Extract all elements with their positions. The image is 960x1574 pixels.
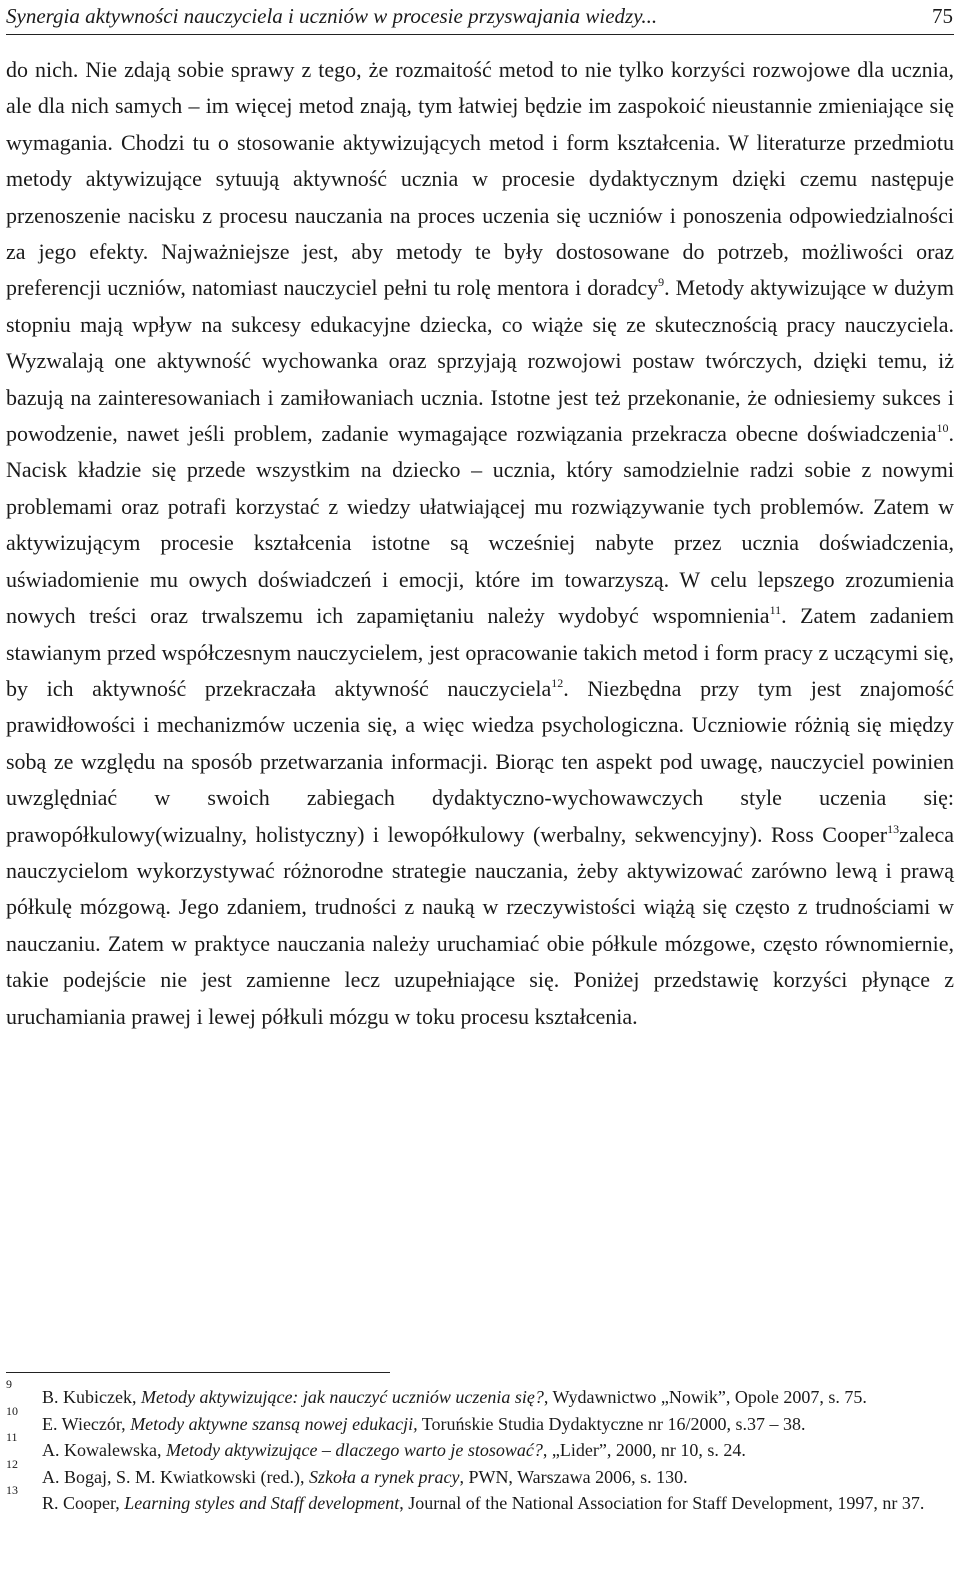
footnote-11	[6, 1430, 954, 1464]
footnote-author: R. Cooper,	[42, 1493, 125, 1513]
footnote-details: , Wydawnictwo „Nowik”, Opole 2007, s. 75.	[543, 1387, 867, 1407]
footnotes	[6, 1377, 954, 1517]
footnote-number: 11	[6, 1430, 18, 1444]
footnote-ref-10: 10	[936, 421, 949, 436]
body-text-segment: . Niezbędna przy tym jest znajomość prawidłowości i mechanizmów uczenia się, a więc wiedza psychologiczna. Uczniowie różnią się między sobą ze względu na sposób przetwarzania informacji. Biorąc ten aspekt pod uwagę, nauczyciel powinien uwzględniać w swoich zabiegach dydaktyczno-wychowawczych style uczenia się: prawopółkulowy(wizualny, holistyczny) i lewopółkulowy (werbalny, sekwencyjny). Ross Cooper	[6, 675, 954, 847]
running-head-title: Synergia aktywności nauczyciela i uczniów w procesie przyswajania wiedzy...	[6, 4, 658, 28]
page-number: 75	[932, 4, 953, 28]
footnote-details: , PWN, Warszawa 2006, s. 130.	[459, 1466, 688, 1487]
footnote-ref-11: 11	[769, 603, 782, 618]
footnote-ref-9: 9	[658, 275, 665, 290]
running-head	[6, 0, 954, 35]
body-text-segment: . Nacisk kładzie się przede wszystkim na dziecko – ucznia, który samodzielnie radzi sobie z nowymi problemami oraz potrafi korzystać z wiedzy ułatwiającej mu rozwiązywanie tych problemów. Zatem w aktywizującym procesie kształcenia istotne są wcześniej nabyte przez ucznia doświadczenia, uświadomienie mu owych doświadczeń i emocji, które im towarzyszą. W celu lepszego zrozumienia nowych treści oraz trwalszemu ich zapamiętaniu należy wydobyć wspomnienia	[6, 421, 954, 629]
footnote-divider	[6, 1372, 390, 1373]
body-text-segment: . Metody aktywizujące w dużym stopniu mają wpływ na sukcesy edukacyjne dziecka, co wiąże się ze skutecznością pracy nauczyciela. Wyzwalają one aktywność wychowanka oraz sprzyjają rozwojowi postaw twórczych, dzięki temu, iż bazują na zainteresowaniach i zamiłowaniach ucznia. Istotne jest też przekonanie, że odniesiemy sukces i powodzenie, nawet jeśli problem, zadanie wymagające rozwiązania przekracza obecne doświadczenia	[6, 275, 954, 447]
footnote-number: 10	[6, 1403, 18, 1418]
footnote-ref-12: 12	[551, 675, 564, 690]
footnote-author: E. Wieczór,	[42, 1413, 131, 1434]
footnote-10	[6, 1403, 954, 1438]
footnote-title: Metody aktywizujące: jak nauczyć uczniów uczenia się?	[140, 1387, 544, 1407]
document-page	[6, 0, 954, 1574]
footnote-details: , „Lider”, 2000, nr 10, s. 24.	[542, 1440, 746, 1460]
body-text-segment: . Zatem zadaniem stawianym przed współczesnym nauczycielem, jest opracowanie takich metod i form pracy z uczącymi się, by ich aktywność przekraczała aktywność nauczyciela	[6, 603, 954, 701]
body-text-segment: zaleca nauczycielom wykorzystywać różnorodne strategie nauczania, żeby aktywizować zarówno lewą i prawą półkulę mózgową. Jego zdaniem, trudności z nauką w rzeczywistości wiążą się często z trudnościami w nauczaniu. Zatem w praktyce nauczania należy uruchamiać obie półkule mózgowe, często równomiernie, takie podejście nie jest zamienne lecz uzupełniające się. Poniżej przedstawię korzyści płynące z uruchamiania prawej i lewej półkuli mózgu w toku procesu kształcenia.	[6, 821, 954, 1029]
body-text	[6, 52, 954, 1035]
footnote-13	[6, 1483, 954, 1517]
footnote-number: 12	[6, 1456, 18, 1471]
footnote-12	[6, 1456, 954, 1491]
footnote-author: A. Kowalewska,	[42, 1440, 166, 1460]
footnote-title: Metody aktywne szansą nowej edukacji,	[130, 1413, 418, 1434]
footnote-author: B. Kubiczek,	[42, 1387, 141, 1407]
footnote-details: , Journal of the National Association for Staff Development, 1997, nr 37.	[399, 1493, 925, 1513]
footnote-number: 9	[6, 1377, 12, 1391]
footnote-number: 13	[6, 1483, 18, 1497]
footnote-title: Learning styles and Staff development	[124, 1493, 400, 1513]
footnote-author: A. Bogaj, S. M. Kwiatkowski (red.),	[42, 1466, 309, 1487]
body-text-segment: do nich. Nie zdają sobie sprawy z tego, że rozmaitość metod to nie tylko korzyści rozwojowe dla ucznia, ale dla nich samych – im więcej metod znają, tym łatwiej będzie im zaspokoić nieustannie zmieniające się wymagania. Chodzi tu o stosowanie aktywizujących metod i form kształcenia. W literaturze przedmiotu metody aktywizujące sytuują aktywność ucznia w procesie dydaktycznym dzięki czemu następuje przenoszenie nacisku z procesu nauczania na proces uczenia się uczniów i ponoszenia odpowiedzialności za jego efekty. Najważniejsze jest, aby metody te były dostosowane do potrzeb, możliwości oraz preferencji uczniów, natomiast nauczyciel pełni tu rolę mentora i doradcy	[6, 57, 954, 301]
footnote-details: Toruńskie Studia Dydaktyczne nr 16/2000, s.37 – 38.	[417, 1413, 806, 1434]
footnote-ref-13: 13	[887, 821, 900, 836]
footnote-title: Metody aktywizujące – dlaczego warto je stosować?	[165, 1440, 543, 1460]
footnote-9	[6, 1377, 954, 1411]
footnote-title: Szkoła a rynek pracy	[308, 1466, 460, 1487]
body-paragraph	[6, 52, 954, 1035]
